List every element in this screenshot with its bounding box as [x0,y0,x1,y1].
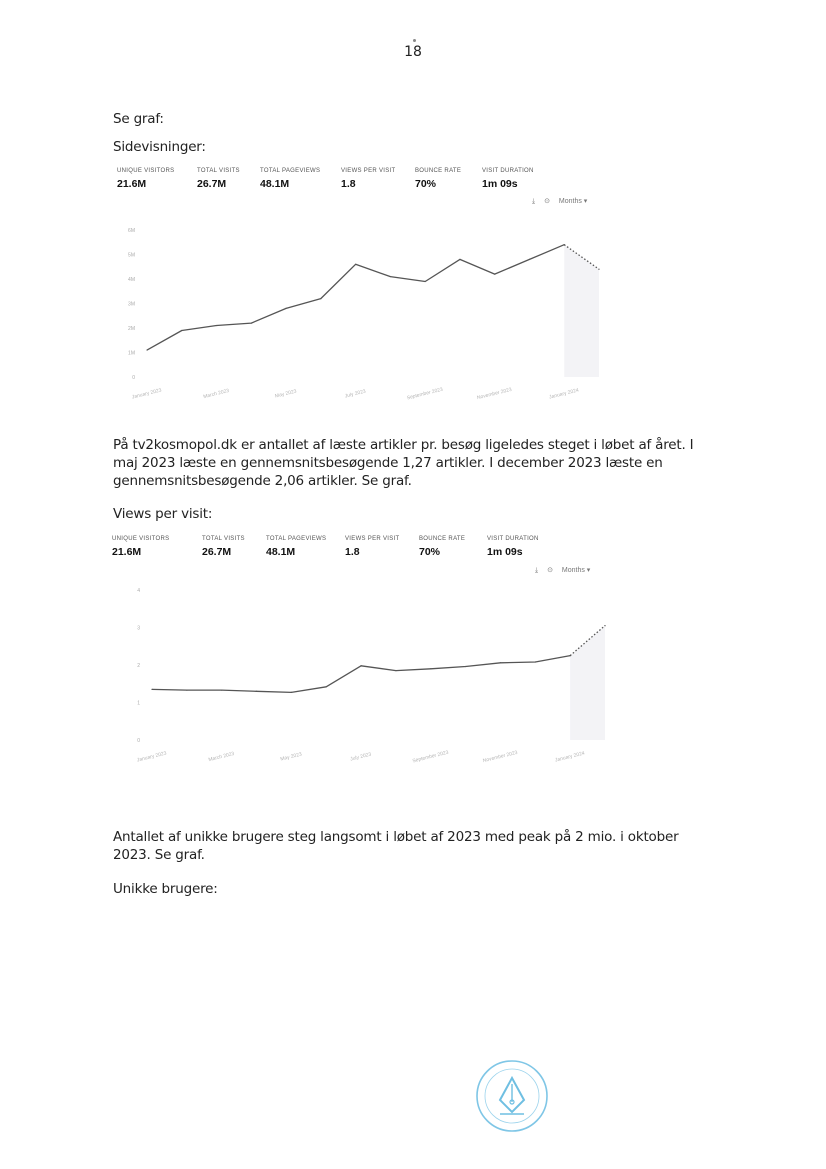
views-per-visit-line-chart [112,580,612,776]
y-tick-label: 5M [128,252,135,259]
interval-select[interactable]: Months ▾ [561,567,591,574]
metric-value: 26.7M [202,546,232,558]
y-tick-label: 0 [137,738,140,744]
data-point [355,264,356,265]
x-tick-label: November 2023 [476,386,513,402]
x-tick-label: July 2023 [349,751,372,763]
data-point [216,325,217,326]
metric-value: 48.1M [266,546,296,558]
interval-select-label: Months [558,198,582,205]
metric-total-visits [197,168,240,190]
metric-label: BOUNCE RATE [419,536,466,542]
views-per-visit-chart-block [112,536,612,765]
data-point [604,625,605,626]
metric-value: 70% [415,178,437,190]
y-tick-label: 3M [128,301,135,308]
x-tick-label: March 2023 [207,750,235,764]
data-point [251,323,252,324]
metric-label: UNIQUE VISITORS [112,536,170,542]
metric-value: 70% [419,546,441,558]
metric-bounce-rate [415,168,461,190]
data-point [390,276,391,277]
y-tick-label: 3 [137,625,140,632]
data-point [465,666,466,667]
x-tick-label: January 2023 [131,387,163,401]
x-tick-label: July 2023 [344,388,367,400]
data-point [146,349,147,350]
metric-label: TOTAL VISITS [197,168,240,174]
metric-views-per-visit [345,536,400,558]
data-point [570,655,571,656]
data-point [320,298,321,299]
page-number: 18 [404,44,422,60]
pageviews-line-chart [112,212,612,412]
data-point [598,269,599,270]
views-metrics [112,536,612,570]
y-tick-label: 0 [132,375,135,381]
data-point [425,281,426,282]
data-point [151,689,152,690]
data-point [181,330,182,331]
x-tick-label: September 2023 [406,386,444,402]
unique-users-heading: Unikke brugere: [113,881,218,897]
incomplete-period-shade [564,245,599,377]
data-point [291,692,292,693]
data-point [500,662,501,663]
metric-label: VIEWS PER VISIT [341,168,396,174]
data-point [459,259,460,260]
info-icon[interactable]: ⊙ [544,198,550,205]
paragraph-articles-per-visit: På tv2kosmopol.dk er antallet af læste artikler pr. besøg ligeledes steget i løbet af året. I maj 2023 læste en gennemsnitsbesøgende 1,27 artikler. I december 2023 læste en gennemsnitsbesøgende 2,06 artikler. Se graf. [113,437,694,489]
data-point [395,670,396,671]
metric-label: VISIT DURATION [482,168,534,174]
pageviews-chart-block [112,168,612,402]
y-tick-label: 4 [137,588,140,594]
metric-label: BOUNCE RATE [415,168,462,174]
metric-visit-duration [487,536,539,558]
y-tick-label: 2 [137,663,140,669]
chart-controls [535,566,597,575]
metric-label: TOTAL VISITS [202,536,245,542]
paragraph-unique-users: Antallet af unikke brugere steg langsomt i løbet af 2023 med peak på 2 mio. i oktober 2023. Se graf. [113,829,679,863]
metric-unique-visitors [112,536,169,558]
metric-value: 21.6M [112,546,142,558]
y-tick-label: 1M [128,350,135,357]
y-tick-label: 1 [137,700,140,707]
x-tick-label: May 2023 [279,751,303,763]
views-per-visit-heading: Views per visit: [113,506,213,522]
metric-value: 1m 09s [482,178,518,190]
info-icon[interactable]: ⊙ [547,567,553,574]
data-point [360,665,361,666]
data-point [256,691,257,692]
interval-select[interactable]: Months ▾ [558,198,588,205]
metric-total-visits [202,536,245,558]
metric-value: 1.8 [345,546,360,558]
metric-label: TOTAL PAGEVIEWS [260,168,321,174]
metric-value: 1m 09s [487,546,523,558]
download-icon[interactable]: ⤓ [532,198,536,205]
data-point [494,274,495,275]
series-line [147,245,564,350]
interval-select-label: Months [561,567,585,574]
metric-views-per-visit [341,168,396,190]
x-tick-label: January 2024 [554,750,586,764]
y-tick-label: 4M [128,277,135,283]
x-tick-label: September 2023 [411,749,450,765]
incomplete-period-shade [570,626,605,740]
x-tick-label: November 2023 [482,749,519,765]
x-tick-label: May 2023 [274,388,298,400]
metric-total-pageviews [266,536,326,558]
data-point [285,308,286,309]
metric-value: 48.1M [260,178,290,190]
y-tick-label: 6M [128,228,135,234]
data-point [430,668,431,669]
metric-value: 1.8 [341,178,356,190]
metric-visit-duration [482,168,534,190]
x-tick-label: January 2023 [136,750,168,764]
metric-label: UNIQUE VISITORS [117,168,175,174]
x-tick-label: March 2023 [202,387,230,401]
page-dot [413,39,416,42]
data-point [564,244,565,245]
metric-value: 21.6M [117,178,147,190]
chart-controls [532,197,594,206]
metric-total-pageviews [260,168,320,190]
series-line [152,656,570,693]
metric-label: VIEWS PER VISIT [345,536,400,542]
see-graph-label: Se graf: [113,111,164,127]
pageviews-heading: Sidevisninger: [113,139,206,155]
data-point [535,661,536,662]
download-icon[interactable]: ⤓ [535,567,539,574]
data-point [529,259,530,260]
metric-unique-visitors [117,168,174,190]
metric-label: VISIT DURATION [487,536,539,542]
data-point [186,690,187,691]
data-point [221,690,222,691]
metric-bounce-rate [419,536,465,558]
metric-label: TOTAL PAGEVIEWS [266,536,327,542]
x-tick-label: January 2024 [548,387,580,401]
y-tick-label: 2M [128,326,135,332]
metric-value: 26.7M [197,178,227,190]
data-point [326,686,327,687]
translator-seal-stamp [474,1058,550,1134]
